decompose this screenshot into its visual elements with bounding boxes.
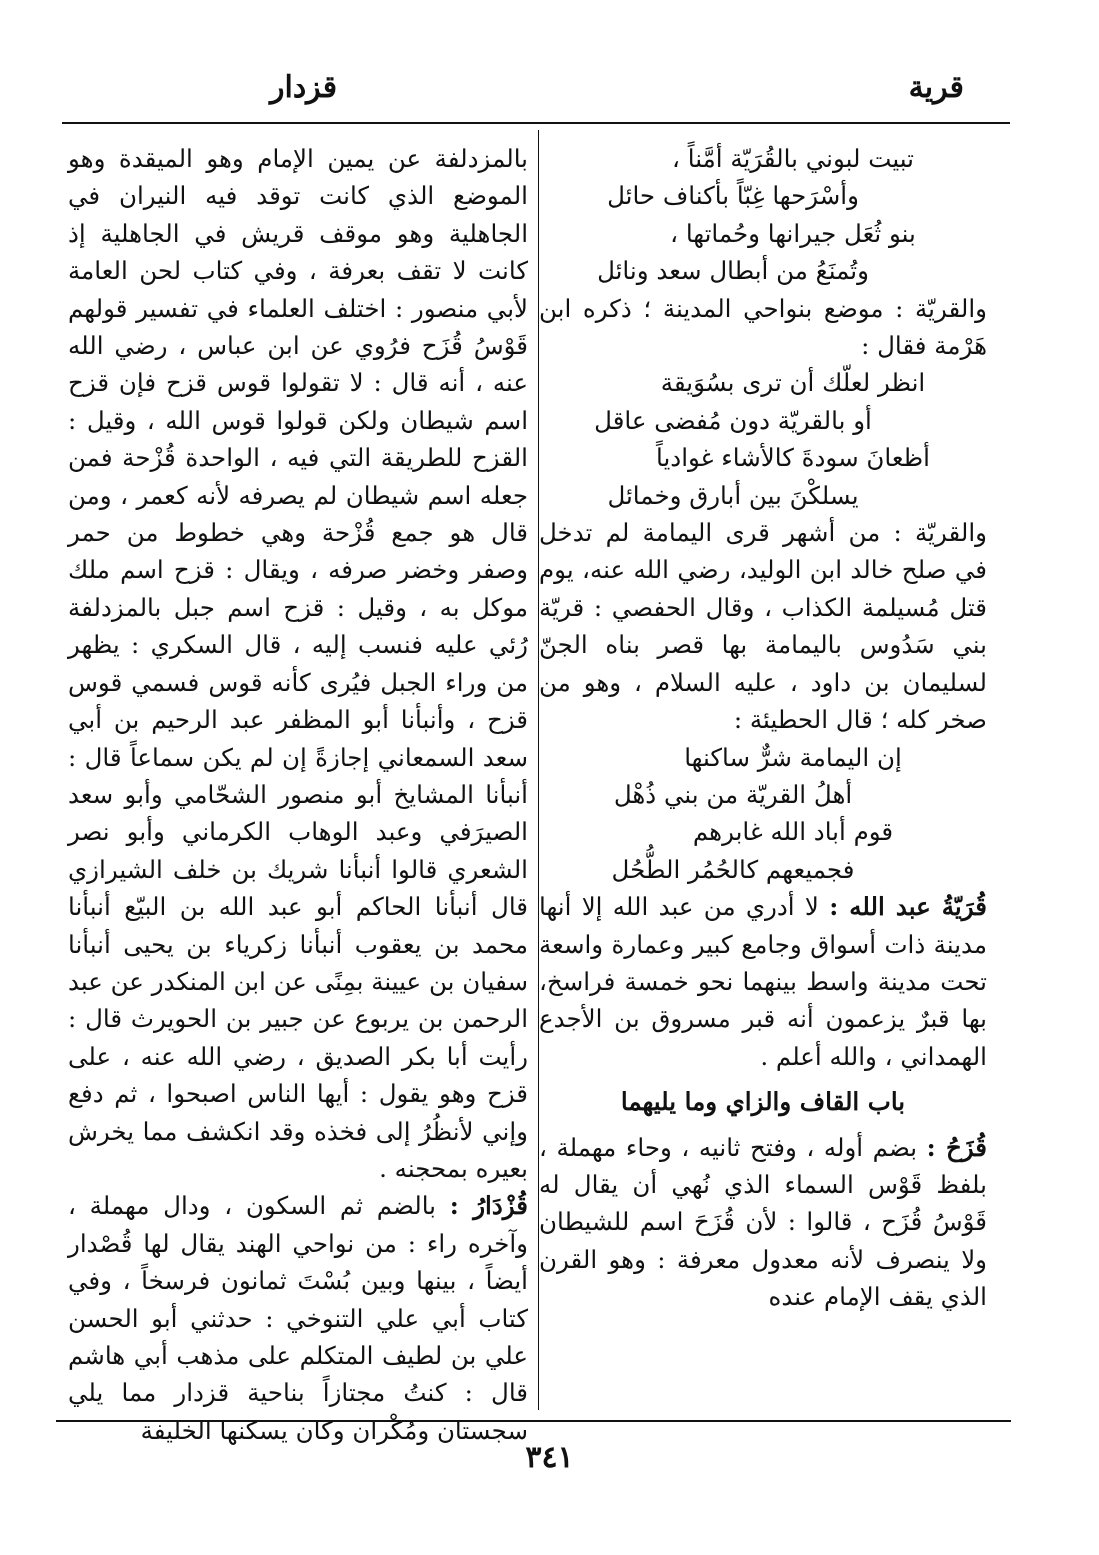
running-header-left: قزدار [270, 70, 338, 105]
verse-line: انظر لعلّك أن ترى بسُوَيقة [660, 368, 926, 398]
verse-line: بنو ثُعَل جيرانها وحُماتها ، [670, 218, 916, 248]
verse-line: يسلكْنَ بين أبارق وخمائل [607, 480, 859, 510]
verse-block [539, 739, 987, 889]
page-number: ٣٤١ [525, 1440, 574, 1475]
header-rule [62, 122, 1010, 124]
entry [539, 1129, 987, 1316]
entry-text: بالضم ثم السكون ، ودال مهملة ، وآخره راء : من نواحي الهند يقال لها قُصْدار أيضاً ، بينها وبين بُسْتَ ثمانون فرسخاً ، وفي كتاب أبي علي التنوخي : حدثني أبو الحسن علي بن لطيف المتكلم على مذهب أبي هاشم قال : كنتُ مجتازاً بناحية قزدار مما يلي سجستان ومُكْران وكان يسكنها الخليفة [68, 1191, 528, 1445]
paragraph: والقريّة : موضع بنواحي المدينة ؛ ذكره ابن هَرْمة فقال : [539, 293, 987, 361]
section-title: باب القاف والزاي وما يليهما [620, 1087, 906, 1117]
running-header-right: قرية [908, 70, 964, 105]
verse-line: وأسْرَحها غِبّاً بأكناف حائل [607, 181, 859, 211]
verse-block [539, 364, 987, 514]
verse-line: أهلُ القريّة من بني ذُهْل [613, 779, 853, 809]
verse-line: أظعانَ سودةَ كالأشاء غوادياً [656, 443, 930, 473]
verse-line: قوم أباد الله غابرهم [692, 817, 894, 847]
entry-text: بضم أوله ، وفتح ثانيه ، وحاء مهملة ، بلفظ قَوْس السماء الذي نُهي أن يقال له قَوْسُ قُزَح ، قالوا : لأن قُزَحَ اسم للشيطان ولا ينصرف لأنه معدول معرفة : وهو القرن الذي يقف الإمام عنده [539, 1132, 987, 1312]
left-column [68, 140, 528, 1449]
verse-line: وتُمنَعُ من أبطال سعد ونائل [597, 256, 869, 286]
right-column [539, 140, 987, 1316]
paragraph: والقريّة : من أشهر قرى اليمامة لم تدخل في صلح خالد ابن الوليد، رضي الله عنه، يوم قتل مُسيلمة الكذاب ، وقال الحفصي : قريّة بني سَدُوس باليمامة بها قصر بناه الجنّ لسليمان بن داود ، عليه السلام ، وهو من صخر كله ؛ قال الحطيئة : [539, 518, 987, 735]
entry [68, 1187, 528, 1449]
verse-line: إن اليمامة شرٌّ ساكنها [684, 742, 902, 772]
entry-headword: قُرَيّةُ عبد الله : [829, 892, 987, 922]
verse-block [539, 140, 987, 290]
verse-line: فجميعهم كالحُمُر الطُّحُل [611, 854, 855, 884]
paragraph: بالمزدلفة عن يمين الإمام وهو الميقدة وهو الموضع الذي كانت توقد فيه النيران في الجاهلية وهو موقف قريش في الجاهلية إذ كانت لا تقف بعرفة ، وفي كتاب لحن العامة لأبي منصور : اختلف العلماء في تفسير قولهم قَوْسُ قُزَح فرُوي عن ابن عباس ، رضي الله عنه ، أنه قال : لا تقولوا قوس قزح فإن قزح اسم شيطان ولكن قولوا قوس الله ، وقيل : القزح للطريقة التي فيه ، الواحدة قُزْحة فمن جعله اسم شيطان لم يصرفه لأنه كعمر ، ومن قال هو جمع قُزْحة وهي خطوط من حمر وصفر وخضر صرفه ، ويقال : قزح اسم ملك موكل به ، وقيل : قزح اسم جبل بالمزدلفة رُئي عليه فنسب إليه ، قال السكري : يظهر من وراء الجبل فيُرى كأنه قوس فسمي قوس قزح ، وأنبأنا أبو المظفر عبد الرحيم بن أبي سعد السمعاني إجازةً إن لم يكن سماعاً قال : أنبأنا المشايخ أبو منصور الشحّامي وأبو سعد الصيرَفي وعبد الوهاب الكرماني وأبو نصر الشعري قالوا أنبأنا شريك بن خلف الشيرازي قال أنبأنا الحاكم أبو عبد الله بن البيّع أنبأنا محمد بن يعقوب أنبأنا زكرياء بن يحيى أنبأنا سفيان بن عيينة بمِنًى عن ابن المنكدر عن عبد الرحمن بن يربوع عن جبير بن الحويرث قال : رأيت أبا بكر الصديق ، رضي الله عنه ، على قزح وهو يقول : أيها الناس اصبحوا ، ثم دفع وإني لأنظُرُ إلى فخذه وقد انكشف مما يخرش بعيره بمحجنه . [67, 144, 528, 1183]
entry-text: لا أدري من عبد الله إلا أنها مدينة ذات أسواق وجامع كبير وعمارة واسعة تحت مدينة واسط بينهما نحو خمسة فراسخ، بها قبرٌ يزعمون أنه قبر مسروق بن الأجدع الهمداني ، والله أعلم . [539, 892, 987, 1071]
verse-line: أو بالقريّة دون مُفضى عاقل [594, 405, 872, 435]
verse-line: تبيت لبوني بالقُرَيّة أمَّناً ، [672, 144, 914, 173]
entry [539, 888, 987, 1075]
entry-headword: قُزْدَارُ : [449, 1191, 528, 1221]
entry-headword: قُزَحُ : [926, 1132, 988, 1162]
